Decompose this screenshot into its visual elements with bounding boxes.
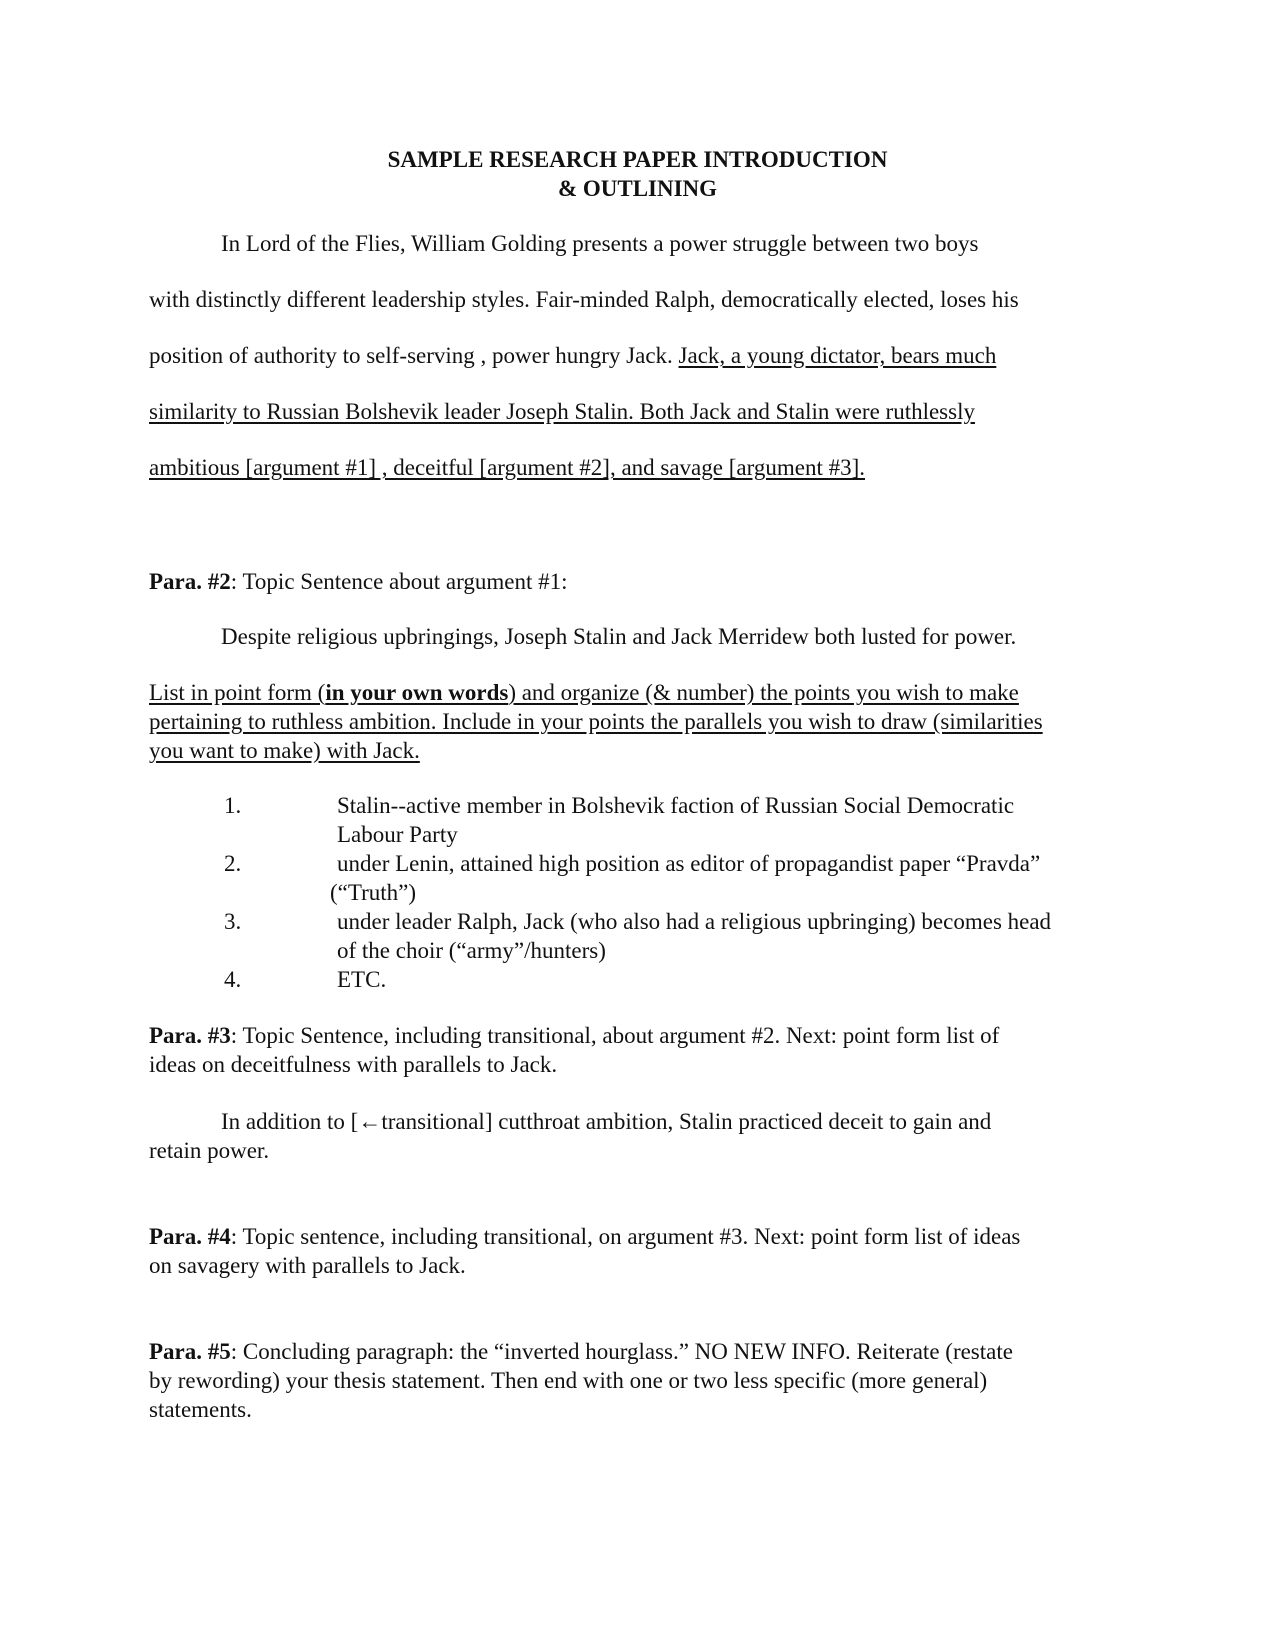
point-text-continued: Labour Party	[337, 822, 458, 847]
list-instruction-c: ) and organize (& number) the points you wish to make	[508, 680, 1019, 705]
para3-rest: : Topic Sentence, including transitional, about argument #2. Next: point form list of	[230, 1023, 1000, 1048]
para5-label: Para. #5	[149, 1339, 231, 1364]
title-line-2: & OUTLINING	[557, 176, 718, 201]
para2-label: Para. #2	[149, 569, 231, 594]
para2-rest: : Topic Sentence about argument #1:	[230, 569, 568, 594]
thesis-start: Jack, a young dictator, bears much	[678, 343, 997, 368]
intro-line-3	[149, 341, 996, 370]
para3-line-2: ideas on deceitfulness with parallels to Jack.	[149, 1052, 558, 1077]
para4-label: Para. #4	[149, 1224, 231, 1249]
list-instruction-line-3: you want to make) with Jack.	[149, 738, 420, 763]
para4-heading	[149, 1222, 1020, 1251]
para3-example-line-1: In addition to [←transitional] cutthroat ambition, Stalin practiced deceit to gain and	[221, 1109, 992, 1134]
list-instruction-line-2: pertaining to ruthless ambition. Include in your points the parallels you wish to draw (similarities	[149, 709, 1043, 734]
intro-line-3-plain: position of authority to self-serving , power hungry Jack.	[149, 343, 679, 368]
para2-topic-sentence: Despite religious upbringings, Joseph Stalin and Jack Merridew both lusted for power.	[221, 624, 1017, 649]
para3-heading	[149, 1021, 999, 1050]
para5-line-2: by rewording) your thesis statement. Then end with one or two less specific (more general)	[149, 1368, 988, 1393]
point-text: under leader Ralph, Jack (who also had a religious upbringing) becomes head	[337, 909, 1052, 934]
list-instruction-line-1	[149, 678, 1019, 707]
thesis-line-2: similarity to Russian Bolshevik leader Joseph Stalin. Both Jack and Stalin were ruthlessly	[149, 399, 975, 424]
point-number: 1.	[224, 793, 242, 818]
intro-line-1: In Lord of the Flies, William Golding presents a power struggle between two boys	[221, 231, 979, 256]
point-text-continued: of the choir (“army”/hunters)	[337, 938, 606, 963]
para2-heading	[149, 567, 567, 596]
point-text: Stalin--active member in Bolshevik faction of Russian Social Democratic	[337, 793, 1015, 818]
point-number: 4.	[224, 967, 242, 992]
list-instruction-bold: in your own words	[325, 680, 509, 705]
intro-line-2: with distinctly different leadership styles. Fair-minded Ralph, democratically elected, loses his	[149, 287, 1019, 312]
para3-example-line-2: retain power.	[149, 1138, 270, 1163]
title-line-1: SAMPLE RESEARCH PAPER INTRODUCTION	[387, 147, 888, 172]
para5-rest: : Concluding paragraph: the “inverted hourglass.” NO NEW INFO. Reiterate (restate	[230, 1339, 1013, 1364]
para5-line-3: statements.	[149, 1397, 252, 1422]
para4-line-2: on savagery with parallels to Jack.	[149, 1253, 466, 1278]
list-instruction-a: List in point form (	[149, 680, 326, 705]
thesis-line-3: ambitious [argument #1] , deceitful [argument #2], and savage [argument #3].	[149, 455, 865, 480]
point-text: ETC.	[337, 967, 387, 992]
point-text: under Lenin, attained high position as editor of propagandist paper “Pravda”	[337, 851, 1041, 876]
para5-heading	[149, 1337, 1013, 1366]
point-text-continued: (“Truth”)	[330, 880, 417, 905]
para4-rest: : Topic sentence, including transitional, on argument #3. Next: point form list of ideas	[230, 1224, 1021, 1249]
point-number: 2.	[224, 851, 242, 876]
para3-label: Para. #3	[149, 1023, 231, 1048]
point-number: 3.	[224, 909, 242, 934]
